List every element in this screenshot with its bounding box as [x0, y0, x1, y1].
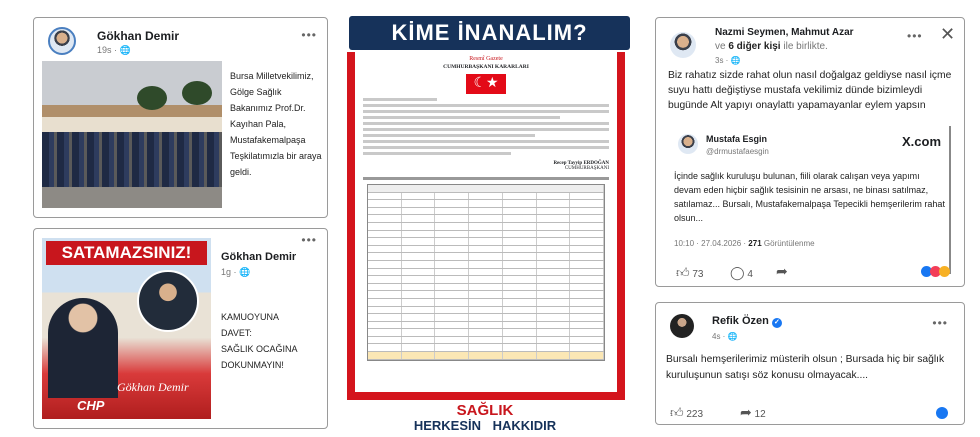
more-options-icon[interactable]: ••• [932, 316, 948, 330]
palm-tree-icon [182, 81, 212, 105]
post-card-gokhan-demir-2 [33, 228, 328, 429]
post-card-nazmi-seymen [655, 17, 965, 287]
verified-badge-icon: ✓ [772, 318, 782, 328]
gazette-title: Resmî Gazete [469, 56, 503, 62]
post-time[interactable]: 4s · 🌐 [712, 332, 738, 341]
post-time[interactable]: 19s · 🌐 [97, 45, 131, 55]
comment-icon: ◯ [730, 265, 745, 280]
like-count: 223 [686, 409, 704, 420]
campaign-poster[interactable] [42, 238, 211, 419]
close-icon[interactable]: ✕ [940, 24, 956, 44]
post-author[interactable]: Gökhan Demir [97, 29, 180, 43]
quote-author: Mustafa Esgin [706, 134, 768, 144]
post-author[interactable]: Nazmi Seymen, Mahmut Azar [715, 27, 854, 38]
decree-text [363, 98, 609, 155]
like-reaction-icon[interactable] [936, 407, 948, 419]
quote-meta [674, 239, 815, 248]
politician-figure [48, 298, 118, 398]
share-icon: ➦ [740, 404, 752, 420]
with-prefix: ve [715, 41, 726, 52]
like-icon: 👍︎ [670, 405, 684, 420]
tagged-others-link[interactable]: 6 diğer kişi [728, 41, 781, 52]
post-text: Bursalı hemşerilerimiz müsterih olsun ; Bursada hiç bir sağlık kuruluşunun satışı söz konusu olmayacak.... [666, 354, 945, 381]
share-button[interactable] [740, 404, 766, 421]
post-card-gokhan-demir-1 [33, 17, 328, 218]
turkish-flag-icon: ☾★ [466, 74, 506, 94]
chp-logo: CHP [77, 398, 105, 413]
haha-reaction-icon [939, 266, 950, 277]
post-text [221, 309, 298, 373]
post-time[interactable]: 3s · 🌐 [715, 56, 741, 65]
footer-slogan-2: HERKESİN HAKKIDIR [413, 418, 557, 433]
palm-tree-icon [137, 86, 167, 110]
comment-count: 4 [747, 269, 753, 280]
author-name: Refik Özen [712, 315, 769, 327]
inset-photo [137, 270, 199, 332]
signature: Recep Tayyip ERDOĞAN [553, 161, 609, 166]
post-time[interactable]: 1g · 🌐 [221, 267, 251, 277]
like-count: 73 [692, 269, 704, 280]
quote-date: 10:10 · 27.04.2026 · [674, 239, 747, 248]
comment-button[interactable] [730, 265, 753, 281]
gazette-heading: CUMHURBAŞKANI KARARLARI [443, 64, 529, 70]
share-count: 12 [754, 409, 766, 420]
signature-title: CUMHURBAŞKANI [564, 166, 609, 171]
avatar[interactable] [670, 32, 696, 58]
post-photo[interactable] [42, 61, 222, 208]
post-text: Biz rahatız sizde rahat olun nasıl doğalgaz geldiyse nasıl içme suyu hattı değiştiyse mustafa vekilimiz dünde bizimleydi bugünde Alt yapıyı onaylattı yapamayanlar eylem yapsın [668, 70, 952, 111]
like-icon: 👍︎ [676, 265, 690, 280]
post-with [715, 41, 828, 52]
post-text: Bursa Milletvekilimiz, Gölge Sağlık Bakanımız Prof.Dr. Kayıhan Pala, Mustafakemalpaşa Teşkilatımızla bir araya geldi. [230, 71, 322, 177]
with-suffix: ile birlikte. [783, 41, 828, 52]
like-button[interactable] [676, 265, 704, 281]
more-options-icon[interactable]: ••• [907, 29, 923, 43]
facility-table [367, 184, 605, 361]
post-text-line: DOKUNMAYIN! [221, 360, 284, 370]
post-text-line: DAVET: [221, 328, 252, 338]
official-gazette-document [347, 52, 625, 400]
post-author[interactable]: Gökhan Demir [221, 251, 297, 263]
avatar[interactable] [670, 314, 694, 338]
poster-signature: Gökhan Demir [117, 380, 189, 394]
like-button[interactable] [670, 405, 703, 421]
quote-text: İçinde sağlık kuruluşu bulunan, fiili olarak calışan veya yapımı devam eden hiçbir sağlık tesisinin ne arsası, ne binası satılmaz, satılamaz... Bursalı, Mustafakemalpaşa Tepecikli hemşerilerim rahat olsun... [674, 171, 945, 223]
quoted-x-post[interactable] [668, 126, 951, 274]
reaction-icons[interactable] [921, 266, 950, 277]
poster-title: SATAMAZSINIZ! [46, 241, 207, 265]
avatar[interactable] [48, 27, 76, 55]
view-count: 271 [748, 239, 762, 248]
share-button[interactable] [776, 263, 788, 280]
headline-banner: KİME İNANALIM? [349, 16, 630, 50]
more-options-icon[interactable]: ••• [301, 233, 317, 247]
views-label: Görüntülenme [763, 239, 815, 248]
post-author[interactable] [712, 315, 782, 328]
post-text-line: SAĞLIK OCAĞINA [221, 344, 298, 354]
quote-handle: @drmustafaesgin [706, 147, 769, 156]
more-options-icon[interactable]: ••• [301, 28, 317, 42]
x-logo: X.com [901, 134, 941, 149]
footer-slogan-1: SAĞLIK [456, 402, 514, 419]
crowd-image [42, 132, 222, 188]
share-icon: ➦ [776, 263, 788, 279]
post-text-line: KAMUOYUNA [221, 312, 280, 322]
avatar [678, 134, 698, 154]
post-card-refik-ozen [655, 302, 965, 425]
